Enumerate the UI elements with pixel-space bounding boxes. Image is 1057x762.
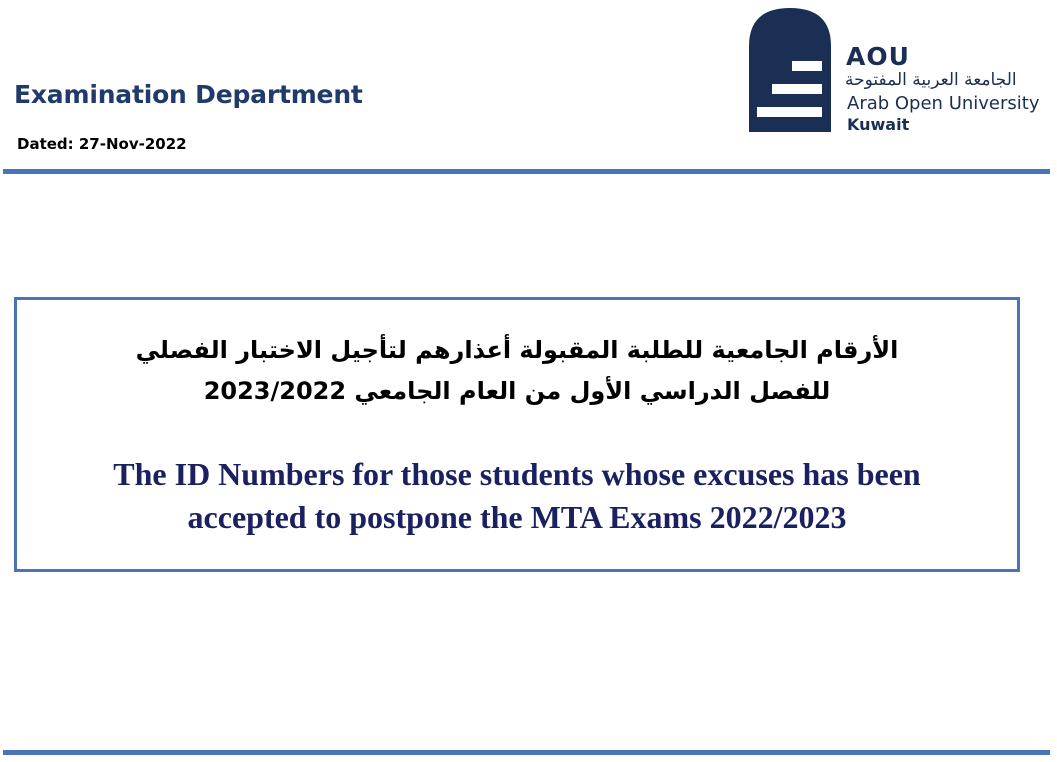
- footer-divider: [3, 750, 1050, 755]
- arabic-title-line-2: للفصل الدراسي الأول من العام الجامعي 2023/2022: [203, 377, 831, 405]
- header-divider: [3, 169, 1050, 174]
- logo-abbreviation: AOU: [846, 42, 910, 71]
- notice-box: [14, 297, 1020, 572]
- date-label: Dated: 27-Nov-2022: [17, 135, 187, 153]
- university-logo: [749, 8, 1049, 136]
- logo-arabic-name: الجامعة العربية المفتوحة: [845, 70, 1017, 90]
- english-title-line-2: accepted to postpone the MTA Exams 2022/2023: [187, 499, 847, 535]
- logo-branch: Kuwait: [847, 115, 910, 134]
- english-title-line-1: The ID Numbers for those students whose excuses has been: [113, 456, 921, 492]
- aou-logo-icon: [749, 8, 831, 134]
- arabic-title-line-1: الأرقام الجامعية للطلبة المقبولة أعذارهم لتأجيل الاختبار الفصلي: [135, 336, 899, 364]
- logo-english-name: Arab Open University: [847, 93, 1040, 114]
- department-title: Examination Department: [14, 80, 363, 109]
